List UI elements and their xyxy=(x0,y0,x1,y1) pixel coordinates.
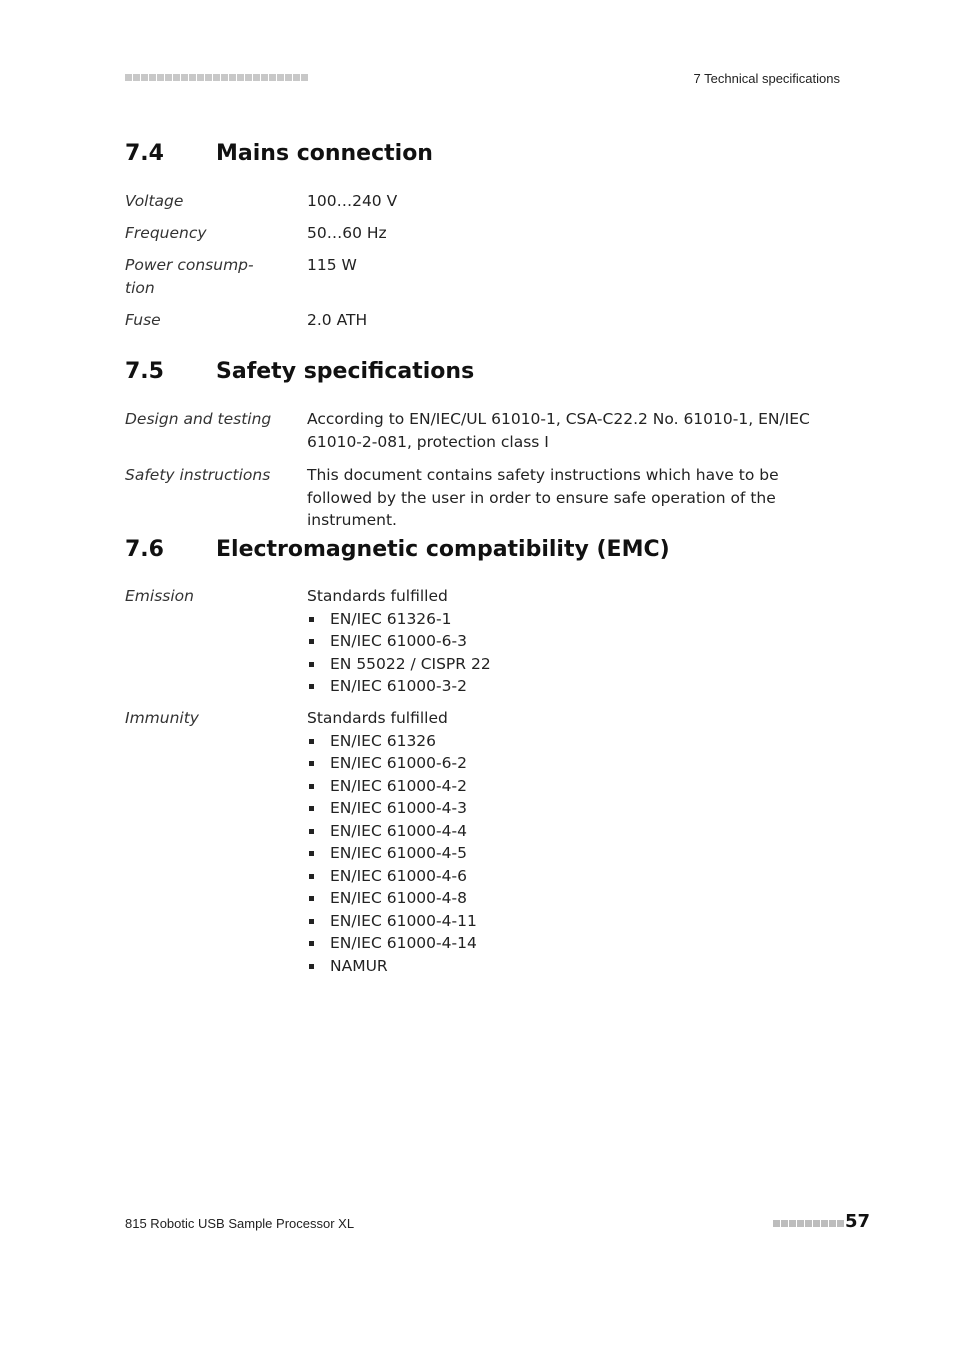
bullet-icon xyxy=(309,617,314,622)
section-heading-emc xyxy=(125,537,670,562)
list-item: EN/IEC 61000-6-3 xyxy=(307,630,827,653)
list-item: EN/IEC 61000-4-5 xyxy=(307,842,827,865)
list-item: EN/IEC 61000-3-2 xyxy=(307,675,827,698)
list-item: EN/IEC 61000-4-4 xyxy=(307,820,827,843)
list-item: EN/IEC 61326 xyxy=(307,730,827,753)
spec-value: 50…60 Hz xyxy=(307,224,387,242)
section-heading-mains xyxy=(125,141,433,166)
bullet-icon xyxy=(309,851,314,856)
section-number: 7.4 xyxy=(125,141,164,166)
list-item: NAMUR xyxy=(307,955,827,978)
list-item: EN/IEC 61000-4-14 xyxy=(307,932,827,955)
list-item: EN/IEC 61000-4-6 xyxy=(307,865,827,888)
list-item: EN/IEC 61326-1 xyxy=(307,608,827,631)
spec-value: 100…240 V xyxy=(307,192,398,210)
spec-label: Design and testing xyxy=(125,410,272,428)
section-title: Electromagnetic compatibility (EMC) xyxy=(216,537,670,562)
spec-label: Power consump- tion xyxy=(125,256,254,297)
list-item: EN 55022 / CISPR 22 xyxy=(307,653,827,676)
bullet-icon xyxy=(309,874,314,879)
list-item: EN/IEC 61000-4-8 xyxy=(307,887,827,910)
list-item: EN/IEC 61000-4-2 xyxy=(307,775,827,798)
bullet-icon xyxy=(309,662,314,667)
section-heading-safety xyxy=(125,359,474,384)
list-item: EN/IEC 61000-4-11 xyxy=(307,910,827,933)
spec-label: Immunity xyxy=(125,709,199,727)
standards-intro: Standards fulfilled xyxy=(307,709,448,727)
standards-intro: Standards fulfilled xyxy=(307,587,448,605)
footer-decoration xyxy=(773,1220,844,1227)
spec-label: Safety instructions xyxy=(125,466,271,484)
section-title: Mains connection xyxy=(216,141,433,166)
spec-value: This document contains safety instructions which have to be followed by the user in order to ensure safe operation of the instrument. xyxy=(307,466,779,529)
spec-label: Emission xyxy=(125,587,194,605)
running-footer-product: 815 Robotic USB Sample Processor XL xyxy=(125,1216,355,1231)
list-item: EN/IEC 61000-4-3 xyxy=(307,797,827,820)
emission-standards-list xyxy=(307,608,827,698)
section-number: 7.6 xyxy=(125,537,164,562)
spec-value xyxy=(307,585,827,698)
spec-value: 2.0 ATH xyxy=(307,311,368,329)
page-number: 57 xyxy=(845,1211,871,1232)
bullet-icon xyxy=(309,919,314,924)
spec-value: According to EN/IEC/UL 61010-1, CSA-C22.2 No. 61010-1, EN/IEC 61010-2-081, protection class I xyxy=(307,410,810,451)
spec-label: Fuse xyxy=(125,311,161,329)
bullet-icon xyxy=(309,941,314,946)
spec-label: Frequency xyxy=(125,224,207,242)
bullet-icon xyxy=(309,639,314,644)
bullet-icon xyxy=(309,784,314,789)
bullet-icon xyxy=(309,684,314,689)
running-header-chapter: 7 Technical specifications xyxy=(693,71,840,86)
spec-value xyxy=(307,707,827,977)
section-number: 7.5 xyxy=(125,359,164,384)
bullet-icon xyxy=(309,896,314,901)
header-decoration xyxy=(125,74,308,81)
list-item: EN/IEC 61000-6-2 xyxy=(307,752,827,775)
section-title: Safety specifications xyxy=(216,359,475,384)
bullet-icon xyxy=(309,739,314,744)
bullet-icon xyxy=(309,964,314,969)
immunity-standards-list xyxy=(307,730,827,978)
bullet-icon xyxy=(309,761,314,766)
spec-label: Voltage xyxy=(125,192,184,210)
spec-value: 115 W xyxy=(307,256,357,274)
bullet-icon xyxy=(309,806,314,811)
bullet-icon xyxy=(309,829,314,834)
